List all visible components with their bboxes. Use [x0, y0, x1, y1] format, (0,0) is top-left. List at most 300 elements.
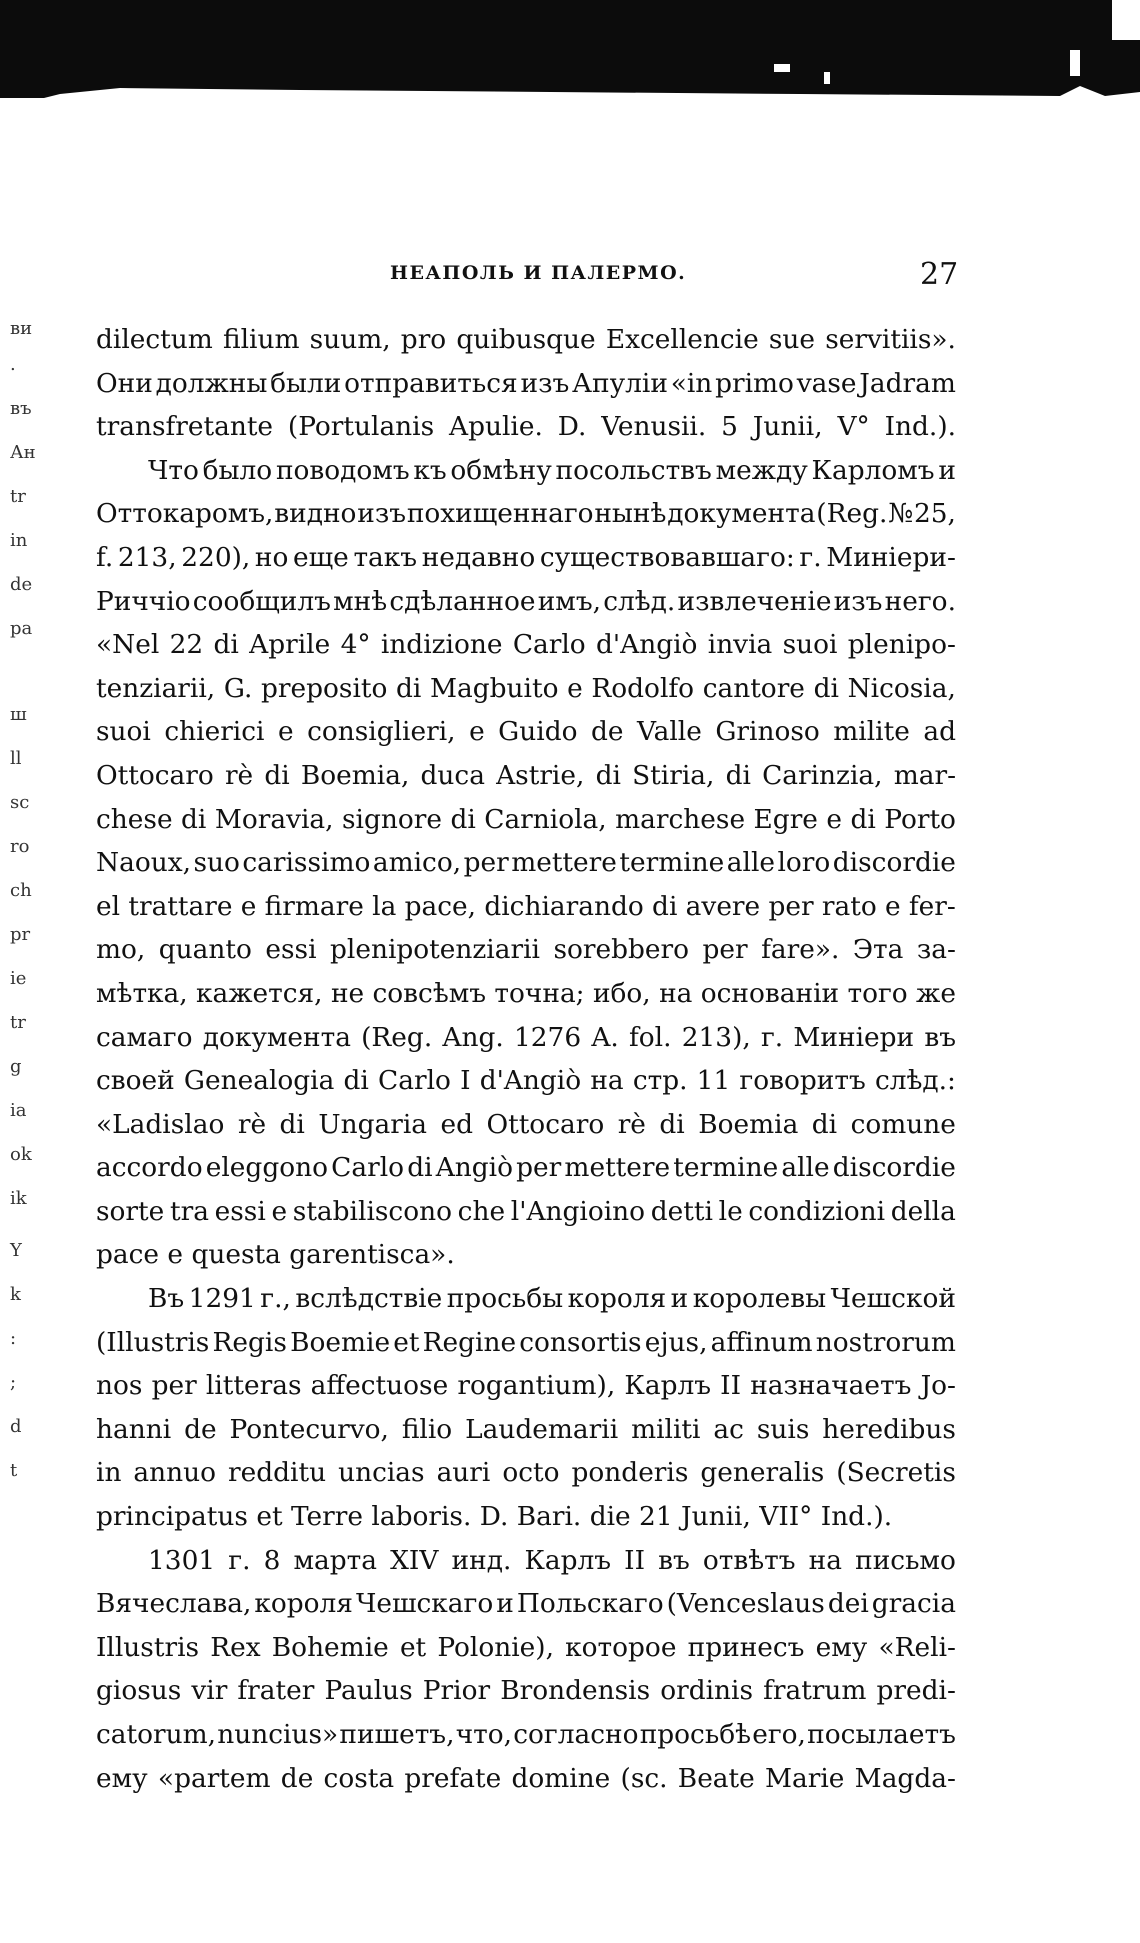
gutter-mark: pa — [10, 618, 33, 639]
word: на — [659, 977, 693, 1009]
word: suoi — [96, 716, 151, 748]
gutter-mark: pr — [10, 924, 31, 945]
word: Апуліи — [572, 367, 668, 399]
word: essi — [265, 934, 317, 966]
text-line — [96, 1016, 956, 1060]
word: Angiò — [435, 1152, 513, 1184]
word: мѣтка, — [96, 977, 188, 1009]
gutter-mark: t — [10, 1460, 18, 1481]
word: г., — [260, 1283, 291, 1315]
word: ponderis — [571, 1457, 689, 1489]
word: Польскаго — [516, 1588, 664, 1620]
word: Astrie, — [496, 759, 585, 791]
gutter-mark: . — [10, 354, 16, 375]
text-line — [96, 798, 956, 842]
gutter-mark: g — [10, 1056, 22, 1077]
gutter-mark: de — [10, 574, 33, 595]
gutter-mark: sc — [10, 792, 30, 813]
word: nuncius» — [217, 1719, 339, 1750]
word: comune — [850, 1108, 956, 1140]
word: chierici — [164, 716, 265, 748]
word: di — [407, 1152, 433, 1184]
word: слѣд.: — [874, 1065, 956, 1097]
word: et — [393, 1326, 420, 1358]
word: (Secretis — [836, 1457, 956, 1489]
gutter-mark: : — [10, 1328, 17, 1349]
word: согласно — [513, 1719, 639, 1750]
word: giosus — [96, 1675, 182, 1707]
word: основаніи — [700, 977, 840, 1009]
word: Они — [96, 367, 153, 399]
word: «partem — [157, 1762, 271, 1794]
word: primo — [715, 367, 794, 399]
word: письмо — [855, 1544, 956, 1576]
word: duca — [420, 759, 485, 791]
word: отправиться — [344, 367, 518, 399]
word: tenziarii, — [96, 672, 216, 704]
word: слѣд. — [603, 585, 676, 617]
word: quibusque — [456, 324, 596, 355]
word: fer- — [908, 890, 956, 922]
text-line — [96, 318, 956, 362]
word: г. — [799, 541, 822, 573]
word: fol. — [629, 1021, 672, 1053]
word: prefate — [404, 1762, 502, 1794]
word: de — [184, 1413, 217, 1445]
word: Миніери — [793, 1021, 915, 1053]
word: Jo- — [920, 1370, 956, 1402]
word: d'Angiò — [596, 629, 698, 661]
word: сообщилъ — [192, 585, 331, 617]
word: ejus, — [644, 1326, 708, 1358]
word: II — [720, 1370, 742, 1402]
word: termine — [619, 847, 725, 879]
word: что, — [455, 1719, 513, 1750]
word: № — [888, 498, 914, 530]
word: et — [256, 1501, 291, 1533]
word: 1301 — [148, 1544, 216, 1576]
word: 5 — [721, 411, 738, 443]
word: Beate — [677, 1762, 755, 1794]
word: discordie — [832, 847, 956, 879]
word: Genealogia — [183, 1065, 335, 1097]
word: signore — [342, 803, 442, 835]
word: ибо, — [592, 977, 651, 1009]
word: на — [808, 1544, 842, 1576]
word: avere — [685, 890, 761, 922]
word: invia — [707, 629, 773, 661]
word: plenipotenziarii — [330, 934, 540, 966]
page-number: 27 — [920, 257, 959, 292]
text-line — [96, 1277, 956, 1321]
text-line — [96, 362, 956, 406]
word: обмѣну — [450, 454, 552, 486]
word: (Reg. — [361, 1021, 433, 1053]
word: mettere — [564, 1152, 671, 1184]
word: Excellencie — [605, 324, 759, 355]
word: plenipo- — [847, 629, 956, 661]
word: своей — [96, 1065, 175, 1097]
word: dichiarando — [484, 890, 644, 922]
word: principatus — [96, 1501, 257, 1533]
word: не — [330, 977, 365, 1009]
word: gracia — [871, 1588, 956, 1620]
word: такъ — [353, 541, 418, 573]
word: suoi — [782, 629, 838, 661]
word: militi — [631, 1413, 701, 1445]
word: auri — [436, 1457, 491, 1489]
word: laboris. — [371, 1501, 480, 1533]
word: Prior — [422, 1675, 491, 1707]
word: nostrorum — [815, 1326, 956, 1358]
word: A. — [591, 1021, 619, 1053]
word: просьбы — [446, 1283, 564, 1315]
word: Naoux, — [96, 847, 191, 879]
word: filio — [401, 1413, 453, 1445]
word: Bohemie — [271, 1631, 389, 1663]
word: I — [460, 1065, 471, 1097]
body-text — [96, 318, 956, 1800]
word: извлеченіе — [677, 585, 832, 617]
word: и — [496, 1588, 514, 1620]
word: Вячеслава, — [96, 1588, 252, 1620]
word: еще — [293, 541, 349, 573]
word: Ind.). — [820, 1501, 893, 1533]
word: di — [450, 803, 476, 835]
word: вслѣдствіе — [295, 1283, 443, 1315]
word: Guido — [498, 716, 578, 748]
gutter-mark: k — [10, 1284, 21, 1305]
word: инд. — [451, 1544, 512, 1576]
text-line — [96, 1190, 956, 1234]
word: Laudemarii — [465, 1413, 619, 1445]
word: поводомъ — [275, 454, 410, 486]
word: vase — [796, 367, 857, 399]
word: къ — [413, 454, 447, 486]
word: domine — [511, 1762, 611, 1794]
text-line — [96, 1669, 956, 1713]
word: Ind.). — [884, 411, 956, 443]
word: suum, — [309, 324, 391, 355]
word: просьбѣ — [639, 1719, 752, 1750]
gutter-mark: tr — [10, 486, 26, 507]
word: filium — [222, 324, 300, 355]
word: die — [589, 1501, 640, 1533]
word: termine — [673, 1152, 779, 1184]
text-line — [96, 1626, 956, 1670]
word: consiglieri, — [307, 716, 456, 748]
text-line — [96, 1539, 956, 1583]
word: существовавшаго: — [539, 541, 795, 573]
word: 25, — [913, 498, 956, 530]
gutter-mark: ok — [10, 1144, 32, 1165]
word: но — [254, 541, 289, 573]
word: per — [516, 1152, 562, 1184]
word: 4° — [340, 629, 371, 661]
word: Карлъ — [624, 1370, 712, 1402]
word: indizione — [380, 629, 503, 661]
word: 8 — [263, 1544, 281, 1576]
word: Aprile — [249, 629, 331, 661]
word: rato — [821, 890, 877, 922]
word: г. — [760, 1021, 784, 1053]
word: посылаетъ — [807, 1719, 956, 1750]
word: hanni — [96, 1413, 172, 1445]
gutter-mark: Y — [10, 1240, 22, 1261]
word: firmare — [264, 890, 364, 922]
word: mettere — [511, 847, 617, 879]
word: catorum, — [96, 1719, 217, 1750]
word: документа — [667, 498, 816, 530]
word: suo — [193, 847, 240, 879]
word: Что — [148, 454, 199, 486]
text-line — [96, 928, 956, 972]
text-line — [96, 1233, 956, 1277]
text-line — [96, 580, 956, 624]
text-line — [96, 1408, 956, 1452]
word: milite — [833, 716, 910, 748]
gutter-mark: d — [10, 1416, 22, 1437]
word: Apulie. — [449, 411, 543, 443]
word: стр. — [632, 1065, 688, 1097]
word: fratrum — [763, 1675, 867, 1707]
word: же — [916, 977, 956, 1009]
word: le — [718, 1195, 743, 1227]
gutter-mark: ; — [10, 1372, 17, 1393]
text-line — [96, 623, 956, 667]
word: посольствъ — [555, 454, 712, 486]
word: въ — [924, 1021, 956, 1053]
word: Rex — [210, 1631, 261, 1663]
word: (Illustris — [96, 1326, 210, 1358]
word: di — [264, 759, 290, 791]
word: tra — [169, 1195, 209, 1227]
word: Valle — [636, 716, 702, 748]
word: Boemia — [698, 1108, 799, 1140]
word: Venusii. — [601, 411, 707, 443]
word: di — [652, 890, 678, 922]
scan-edge-artifact — [0, 0, 1140, 98]
word: generalis — [700, 1457, 825, 1489]
word: 1291 — [188, 1283, 256, 1315]
word: V° — [837, 411, 870, 443]
word: Regis — [212, 1326, 287, 1358]
word: dei — [827, 1588, 869, 1620]
word: «Reli- — [878, 1631, 956, 1663]
word: Jadram — [859, 367, 956, 399]
text-line — [96, 405, 956, 449]
word: документа — [202, 1021, 351, 1053]
word: trattare — [128, 890, 233, 922]
word: изъ — [357, 498, 407, 530]
word: di — [213, 629, 239, 661]
word: mar- — [893, 759, 956, 791]
word: discordie — [832, 1152, 956, 1184]
word: и — [938, 454, 956, 486]
word: carissimo — [242, 847, 371, 879]
word: Carlo — [331, 1152, 405, 1184]
word: имъ, — [537, 585, 601, 617]
word: Junii, — [752, 411, 823, 443]
gutter-mark: ш — [10, 704, 27, 725]
word: detti — [650, 1195, 713, 1227]
word: sorebbero — [553, 934, 690, 966]
word: pro — [400, 324, 447, 355]
word: litteras — [205, 1370, 302, 1402]
word: per — [463, 847, 509, 879]
word: Magbuito — [430, 672, 559, 704]
text-line — [96, 492, 956, 536]
word: in — [96, 1457, 122, 1489]
text-line — [96, 754, 956, 798]
word: 1276 — [513, 1021, 582, 1053]
word: Pontecurvo, — [229, 1413, 389, 1445]
word: между — [715, 454, 808, 486]
word: Риччіо — [96, 585, 191, 617]
word: de — [590, 716, 624, 748]
word: Nicosia, — [847, 672, 956, 704]
gutter-mark: ll — [10, 748, 22, 769]
text-line — [96, 885, 956, 929]
word: garentisca». — [289, 1239, 455, 1271]
word: кажется, — [196, 977, 323, 1009]
word: affinum — [710, 1326, 813, 1358]
word: rè — [237, 1108, 267, 1140]
word: sorte — [96, 1195, 165, 1227]
word: Carniola, — [484, 803, 607, 835]
word: Polonie), — [437, 1631, 554, 1663]
word: 11 — [696, 1065, 731, 1097]
text-line — [96, 1364, 956, 1408]
word: di — [725, 759, 751, 791]
word: Ang. — [442, 1021, 504, 1053]
gutter-mark: въ — [10, 398, 32, 419]
word: Чешскаго — [355, 1588, 494, 1620]
word: e — [240, 890, 257, 922]
word: королевы — [692, 1283, 827, 1315]
word: accordo — [96, 1152, 203, 1184]
word: di — [659, 1108, 685, 1140]
word: короля — [567, 1283, 667, 1315]
word: Carlo — [512, 629, 586, 661]
word: Оттокаромъ, — [96, 498, 274, 530]
word: e — [469, 716, 485, 748]
text-line — [96, 841, 956, 885]
word: Чешской — [830, 1283, 956, 1315]
word: per — [151, 1370, 197, 1402]
word: l'Angioino — [510, 1195, 646, 1227]
word: «in — [670, 367, 713, 399]
word: cantore — [702, 672, 805, 704]
word: совсѣмъ — [372, 977, 487, 1009]
gutter-mark: ro — [10, 836, 30, 857]
word: alle — [726, 847, 775, 879]
gutter-mark: ie — [10, 968, 27, 989]
word: ему — [96, 1762, 148, 1794]
word: изъ — [833, 585, 883, 617]
word: должны — [155, 367, 268, 399]
word: di — [850, 803, 876, 835]
text-line — [96, 1713, 956, 1757]
word: loro — [777, 847, 831, 879]
word: говоритъ — [739, 1065, 866, 1097]
word: transfretante — [96, 411, 274, 443]
word: di — [813, 672, 839, 704]
word: preposito — [261, 672, 388, 704]
word: Junii, — [681, 1501, 760, 1533]
word: octo — [502, 1457, 560, 1489]
word: нынѣ — [594, 498, 667, 530]
word: G. — [223, 672, 253, 704]
word: VII° — [759, 1501, 821, 1533]
word: ordinis — [660, 1675, 754, 1707]
word: la — [372, 890, 397, 922]
word: Карлъ — [524, 1544, 612, 1576]
word: 220), — [181, 541, 251, 573]
word: pace, — [404, 890, 477, 922]
word: di — [343, 1065, 369, 1097]
word: condizioni — [748, 1195, 886, 1227]
word: похищеннаго — [406, 498, 594, 530]
word: 21 — [639, 1501, 682, 1533]
text-line — [96, 1321, 956, 1365]
word: che — [457, 1195, 506, 1227]
word: того — [847, 977, 908, 1009]
word: 22 — [169, 629, 204, 661]
word: Brondensis — [500, 1675, 651, 1707]
word: видно — [274, 498, 357, 530]
word: и — [670, 1283, 689, 1315]
word: Moravia, — [214, 803, 334, 835]
word: Magda- — [854, 1762, 956, 1794]
word: suis — [756, 1413, 810, 1445]
word: annuo — [133, 1457, 217, 1489]
word: марта — [293, 1544, 378, 1576]
word: consortis — [519, 1326, 642, 1358]
gutter-mark: ik — [10, 1188, 27, 1209]
word: D. — [479, 1501, 517, 1533]
word: dilectum — [96, 324, 213, 355]
word: di — [595, 759, 621, 791]
word: (sc. — [620, 1762, 668, 1794]
word: Ottocaro — [486, 1108, 605, 1140]
word: было — [202, 454, 273, 486]
word: 213), — [681, 1021, 751, 1053]
word: назначаетъ — [750, 1370, 912, 1402]
gutter-mark: Ан — [10, 442, 36, 463]
text-line — [96, 1059, 956, 1103]
text-line — [96, 1495, 956, 1539]
word: сдѣланное — [389, 585, 536, 617]
word: за- — [916, 934, 956, 966]
word: vir — [191, 1675, 228, 1707]
word: d'Angiò — [479, 1065, 582, 1097]
word: Ungaria — [318, 1108, 427, 1140]
word: пишетъ, — [339, 1719, 455, 1750]
word: heredibus — [822, 1413, 956, 1445]
word: самаго — [96, 1021, 193, 1053]
text-line — [96, 1103, 956, 1147]
word: Boemia, — [300, 759, 410, 791]
word: per — [702, 934, 748, 966]
word: mo, — [96, 934, 146, 966]
word: Terre — [290, 1501, 372, 1533]
word: di — [181, 803, 207, 835]
word: e — [277, 716, 294, 748]
text-line — [96, 1757, 956, 1801]
text-line — [96, 667, 956, 711]
word: e — [826, 803, 843, 835]
